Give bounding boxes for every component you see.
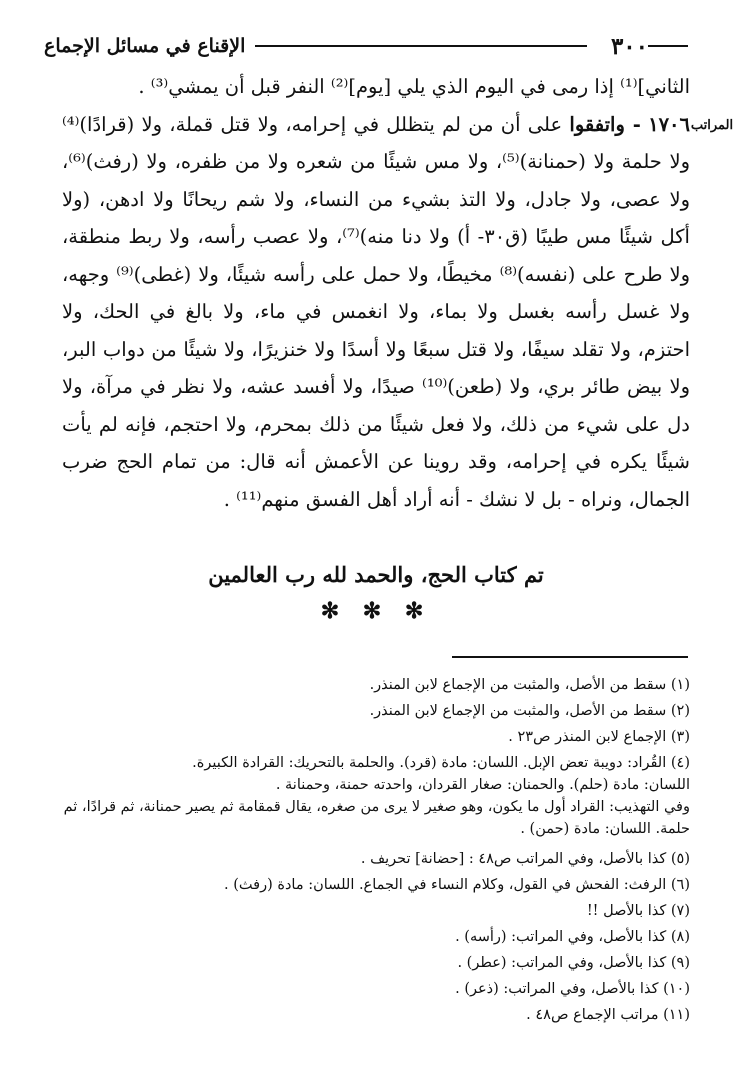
footnote-7: (٧) كذا بالأصل !! <box>586 903 690 919</box>
footnote-4-line-3: وفي التهذيب: القراد أول ما يكون، وهو صغير لا يرى من صغره، يقال قمقامة ثم يصير حمنانة، ثم قرادًا، ثم حلمة. اللسان: مادة (حمن) . <box>63 799 690 837</box>
footnote-4 <box>62 752 690 840</box>
book-closing: تم كتاب الحج، والحمد لله رب العالمين <box>208 562 544 587</box>
entry-number: ١٧٠٦ <box>648 112 690 136</box>
section-ornament: ✻ ✻ ✻ <box>320 598 432 624</box>
footnote-5: (٥) كذا بالأصل، وفي المراتب ص٤٨ : [حضانة] تحريف . <box>360 851 690 867</box>
entry-body: على أن من لم يتظلل في إحرامه، ولا قتل قملة، ولا (قرادًا)⁽⁴⁾ ولا حلمة ولا (حمنانة)⁽⁵⁾، ولا مس شيئًا من شعره ولا من ظفره، ولا (رفث)⁽⁶⁾، ولا عصى، ولا جادل، ولا التذ بشيء من النساء، ولا شم ريحانًا ولا ادهن، (ولا أكل شيئًا مس طيبًا (ق٣٠- أ) ولا دنا منه)⁽⁷⁾، ولا عصب رأسه، ولا ربط منطقة، ولا طرح على (نفسه)⁽⁸⁾ مخيطًا، ولا حمل على رأسه شيئًا، ولا (غطى)⁽⁹⁾ وجهه، ولا غسل رأسه بغسل ولا بماء، ولا انغمس في ماء، ولا بالغ في الحك، ولا احتزم، ولا تقلد سيفًا، ولا قتل سبعًا ولا أسدًا ولا خنزيرًا، ولا شيئًا من دواب البر، ولا بيض طائر بري، ولا (طعن)⁽¹⁰⁾ صيدًا، ولا أفسد عشه، ولا نظر في مرآة، ولا دل على شيء من ذلك، ولا فعل شيئًا من ذلك بمحرم، ولا احتجم، فإنه لم يأت شيئًا يكره في إحرامه، وقد روينا عن الأعمش أنه قال: من تمام الحج ضرب الجمال، ونراه - بل لا نشك - أنه أراد أهل الفسق منهم⁽¹¹⁾ . <box>62 112 690 511</box>
footnote-4-line-2: اللسان: مادة (حلم). والحمنان: صغار القردان، واحدته حمنة، وحمنانة . <box>275 777 690 793</box>
footnotes <box>62 674 690 1030</box>
footnote-11: (١١) مراتب الإجماع ص٤٨ . <box>526 1007 690 1023</box>
header-rule <box>255 45 587 47</box>
paragraph-1706 <box>62 106 690 519</box>
footnote-9: (٩) كذا بالأصل، وفي المراتب: (عطر) . <box>457 955 690 971</box>
footnote-separator <box>452 656 688 658</box>
running-title: الإقناع في مسائل الإجماع <box>44 35 246 57</box>
header-lead-rule <box>648 45 688 47</box>
footnote-3: (٣) الإجماع لابن المنذر ص٢٣ . <box>508 729 690 745</box>
footnote-4-line-1: (٤) القُراد: دويبة تعض الإبل. اللسان: مادة (قرد). والحلمة بالتحريك: القرادة الكبيرة. <box>192 755 690 771</box>
page-number: ٣٠٠ <box>610 32 648 60</box>
page-header <box>44 26 694 66</box>
footnote-2: (٢) سقط من الأصل، والمثبت من الإجماع لابن المنذر. <box>369 703 690 719</box>
margin-note: المراتب <box>690 118 734 133</box>
footnote-6: (٦) الرفث: الفحش في القول، وكلام النساء في الجماع. اللسان: مادة (رفث) . <box>224 877 690 893</box>
entry-lead: - واتفقوا <box>569 112 641 136</box>
footnote-10: (١٠) كذا بالأصل، وفي المراتب: (ذعر) . <box>455 981 690 997</box>
main-text <box>62 68 690 518</box>
footnote-8: (٨) كذا بالأصل، وفي المراتب: (رأسه) . <box>455 929 690 945</box>
footnote-1: (١) سقط من الأصل، والمثبت من الإجماع لابن المنذر. <box>369 677 690 693</box>
paragraph-continuation: الثاني]⁽¹⁾ إذا رمى في اليوم الذي يلي [يوم]⁽²⁾ النفر قبل أن يمشي⁽³⁾ . <box>138 75 690 98</box>
